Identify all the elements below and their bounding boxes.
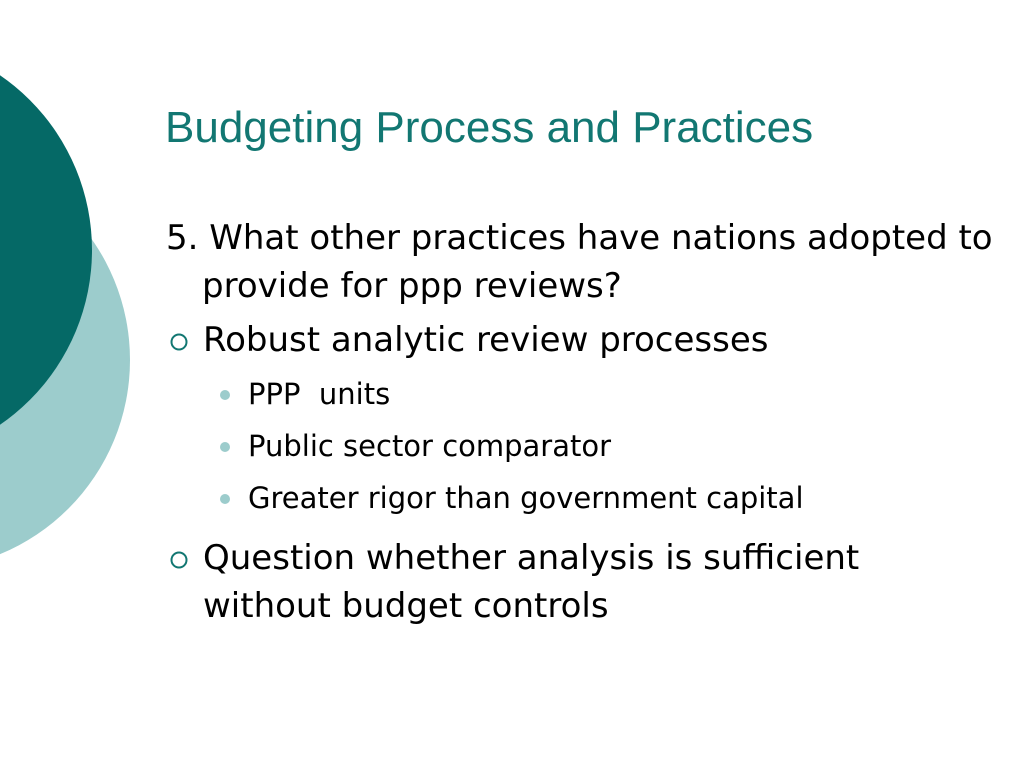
sub-bullet-list [203, 368, 996, 524]
sub-bullet-item [203, 472, 996, 524]
intro-question: 5. What other practices have nations adopted to provide for ppp reviews? [166, 218, 993, 306]
bullet-item [166, 316, 996, 524]
ring-bullet-icon [168, 316, 190, 364]
ring-bullet-icon [168, 534, 190, 582]
sub-bullet-text: Greater rigor than government capital [248, 481, 804, 515]
decorative-circles [0, 0, 140, 560]
sub-bullet-text: PPP units [248, 377, 391, 411]
bullet-text: Question whether analysis is sufficient without budget controls [203, 538, 860, 626]
dot-bullet-icon [220, 494, 230, 504]
bullet-item [166, 534, 996, 630]
sub-bullet-text: Public sector comparator [248, 429, 612, 463]
dot-bullet-icon [220, 390, 230, 400]
bullet-text: Robust analytic review processes [203, 320, 769, 360]
slide-body [166, 214, 996, 636]
dot-bullet-icon [220, 442, 230, 452]
sub-bullet-item [203, 420, 996, 472]
slide-title: Budgeting Process and Practices [165, 103, 814, 152]
bullet-list [166, 316, 996, 630]
sub-bullet-item [203, 368, 996, 420]
